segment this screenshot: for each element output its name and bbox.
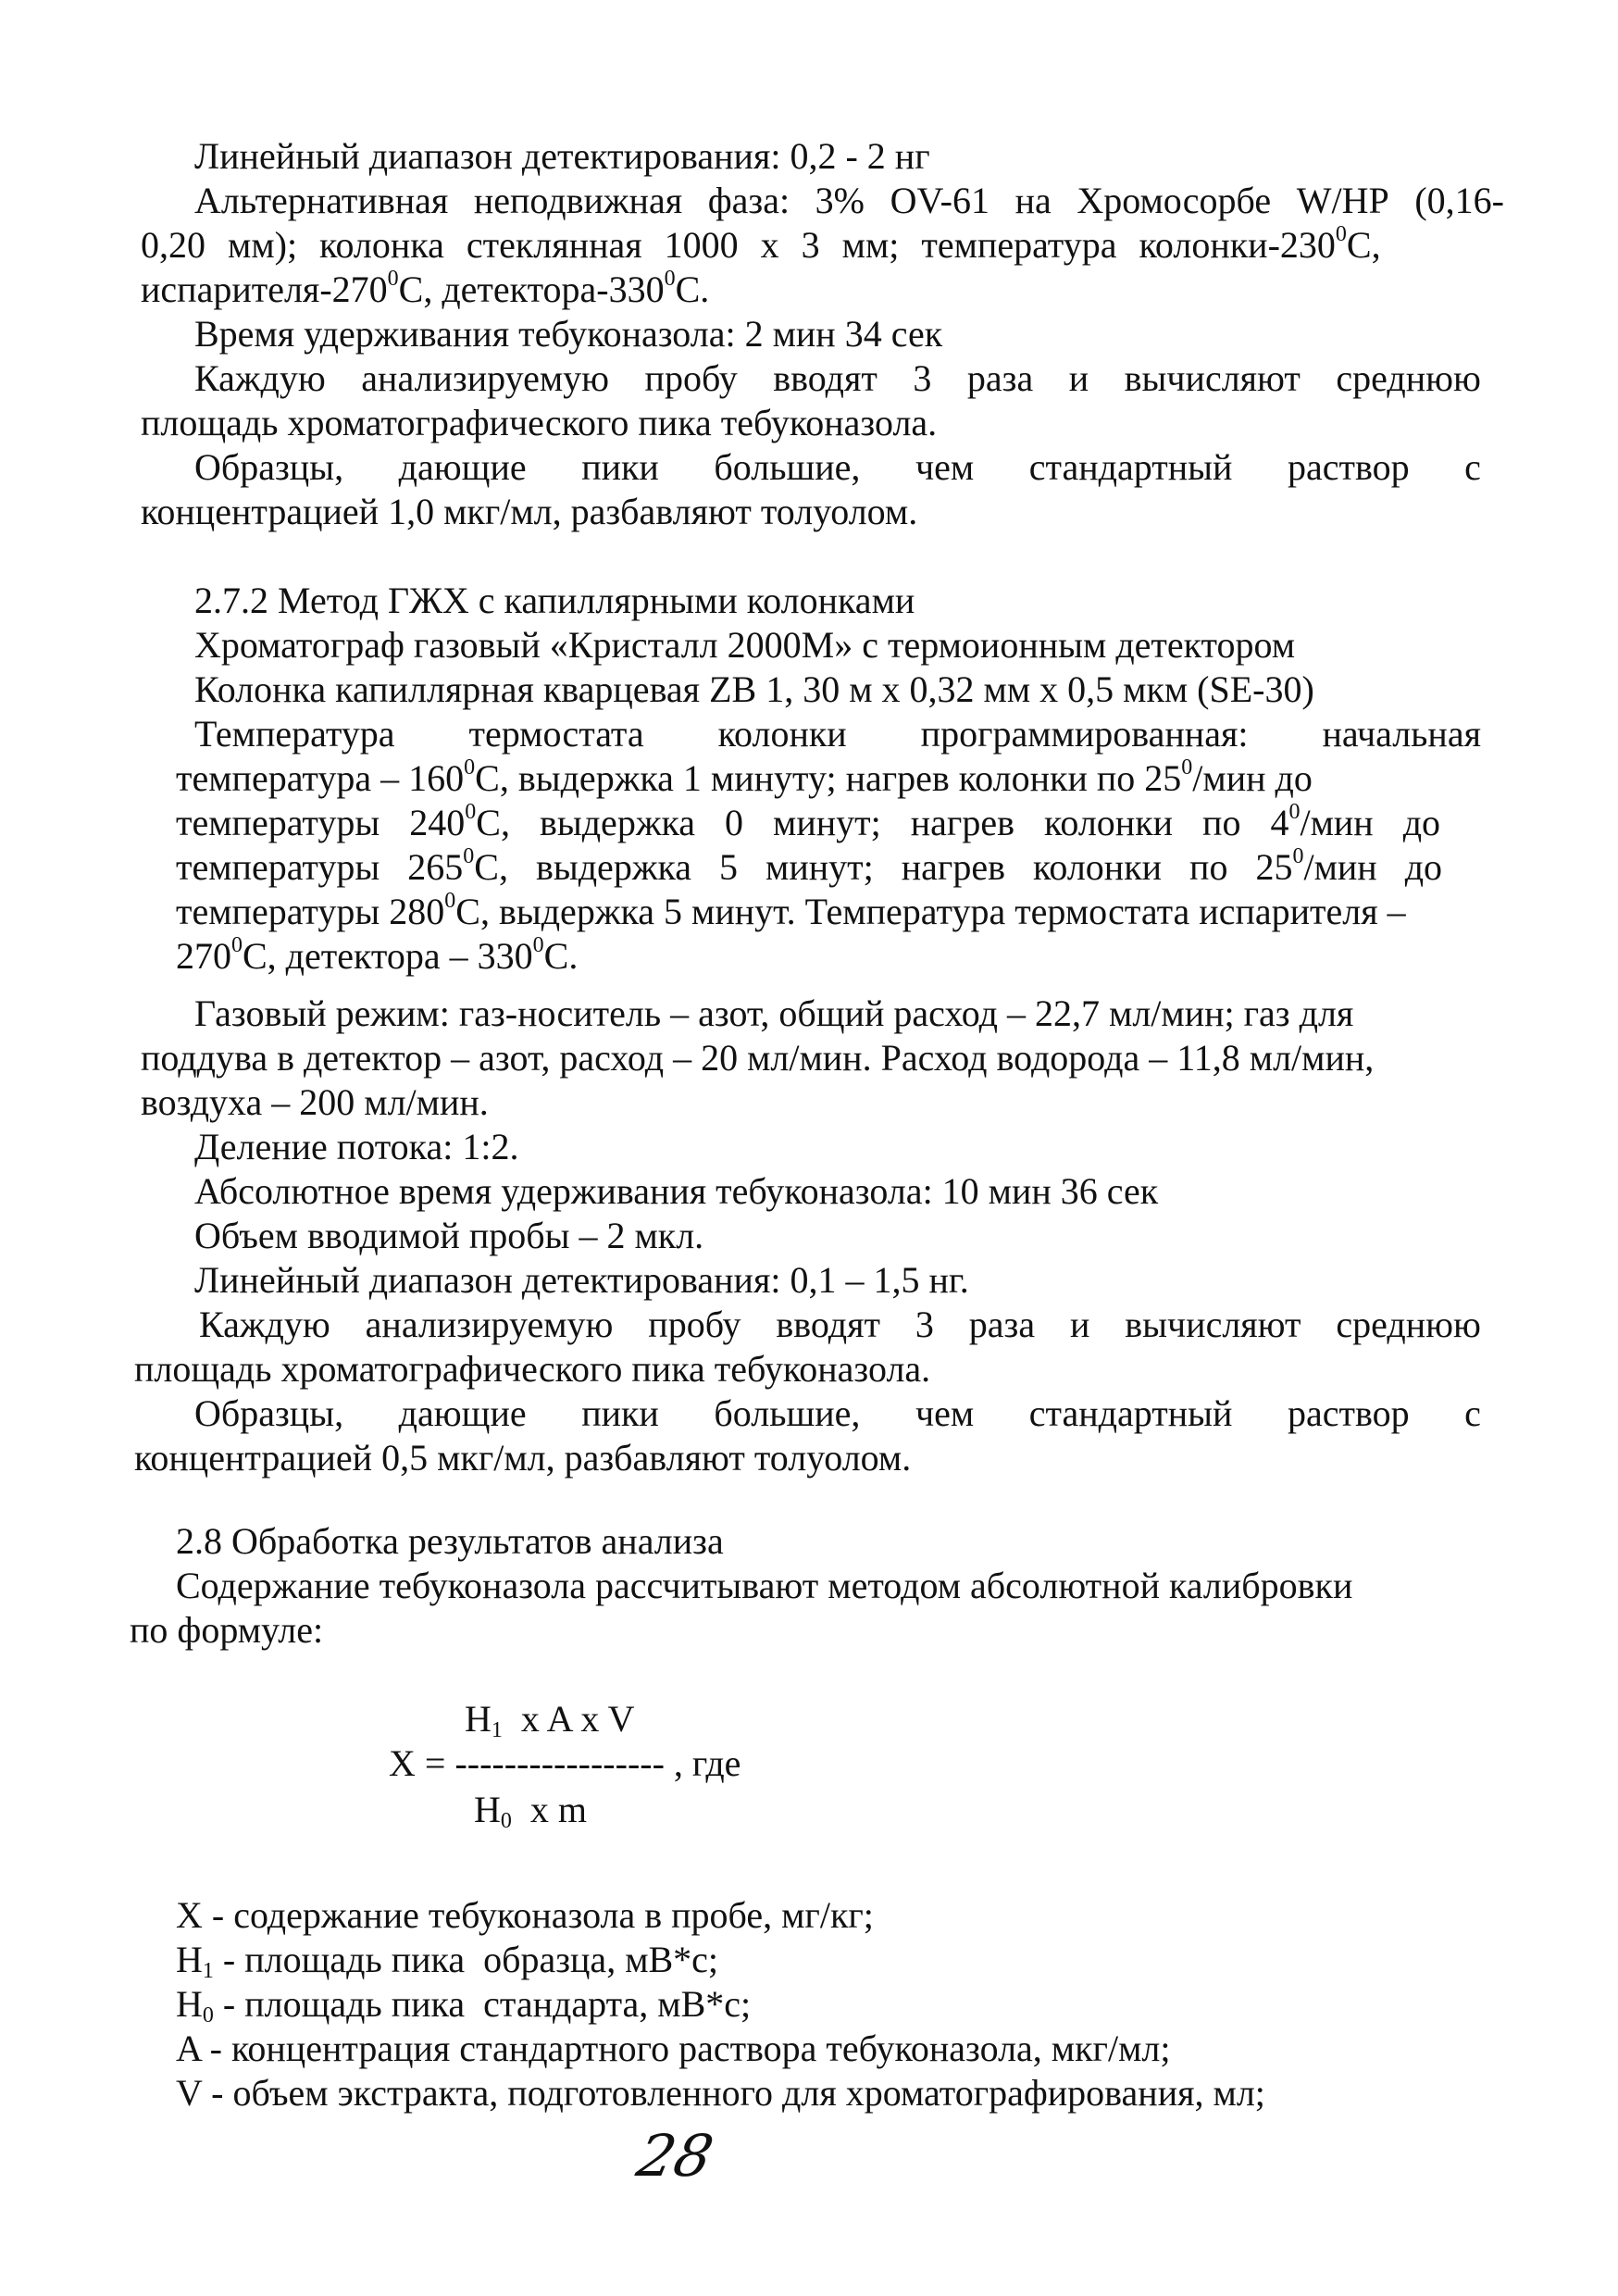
word: Хромосорбе bbox=[1077, 180, 1272, 221]
text-line: Колонка капиллярная кварцевая ZB 1, 30 м х 0,32 мм х 0,5 мкм (SE-30) bbox=[194, 668, 1314, 710]
text-line: Линейный диапазон детектирования: 0,1 – 1,5 нг. bbox=[194, 1259, 969, 1301]
text-line: 0,20 мм); колонка стеклянная 1000 х 3 мм; температура колонки-$230^0С$, bbox=[141, 222, 1381, 266]
word: Образцы, bbox=[194, 446, 344, 488]
word: чем bbox=[915, 1392, 975, 1434]
definition-line: A - концентрация стандартного раствора тебуконазола, мкг/мл; bbox=[176, 2028, 1171, 2069]
formula-denominator: $H_0$ x m bbox=[474, 1789, 588, 1833]
text-line: Абсолютное время удерживания тебуконазола: 10 мин 36 сек bbox=[194, 1170, 1159, 1212]
word: начальная bbox=[1322, 713, 1481, 755]
word: большие, bbox=[714, 1392, 861, 1434]
text-line: температуры $280^0С$, выдержка 5 минут. Температура термостата испарителя – bbox=[176, 889, 1406, 932]
word: 3 bbox=[915, 1304, 934, 1345]
word: 3 bbox=[913, 357, 932, 399]
word: Каждую bbox=[194, 357, 326, 399]
word: большие, bbox=[714, 446, 861, 488]
word: неподвижная bbox=[473, 180, 683, 221]
word: раствор bbox=[1287, 1392, 1410, 1434]
text-line-justified bbox=[199, 1303, 1481, 1347]
text-line: концентрацией 0,5 мкг/мл, разбавляют толуолом. bbox=[134, 1437, 912, 1479]
text-line: Объем вводимой пробы – 2 мкл. bbox=[194, 1215, 704, 1256]
formula-fraction-line: X = ----------------- , где bbox=[389, 1742, 741, 1784]
word: пробу bbox=[644, 357, 738, 399]
text-line: Время удерживания тебуконазола: 2 мин 34 сек bbox=[194, 313, 943, 355]
text-line: Деление потока: 1:2. bbox=[194, 1126, 519, 1167]
word: среднюю bbox=[1336, 357, 1481, 399]
word: колонки bbox=[717, 713, 847, 755]
word: Альтернативная bbox=[194, 180, 449, 221]
word: программированная: bbox=[920, 713, 1249, 755]
word: раза bbox=[968, 1304, 1036, 1345]
word: среднюю bbox=[1336, 1304, 1481, 1345]
text-line: по формуле: bbox=[130, 1609, 324, 1651]
word: Температура bbox=[194, 713, 395, 755]
word: вычисляют bbox=[1124, 357, 1301, 399]
word: термостата bbox=[468, 713, 644, 755]
word: на bbox=[1014, 180, 1052, 221]
word: стандартный bbox=[1028, 446, 1233, 488]
word: Образцы, bbox=[194, 1392, 344, 1434]
text-line: Газовый режим: газ-носитель – азот, общий расход – 22,7 мл/мин; газ для bbox=[194, 992, 1354, 1034]
definition-line: V - объем экстракта, подготовленного для хроматографирования, мл; bbox=[176, 2072, 1265, 2114]
text-line: концентрацией 1,0 мкг/мл, разбавляют толуолом. bbox=[141, 491, 918, 532]
word: Каждую bbox=[199, 1304, 330, 1345]
word: W/HP bbox=[1296, 180, 1389, 221]
text-line-justified bbox=[194, 179, 1504, 223]
word: вводят bbox=[776, 1304, 880, 1345]
word: фаза: bbox=[707, 180, 790, 221]
text-line-justified bbox=[194, 712, 1481, 756]
section-heading: 2.8 Обработка результатов анализа bbox=[176, 1520, 724, 1562]
text-line: Содержание тебуконазола рассчитывают методом абсолютной калибровки bbox=[176, 1565, 1353, 1606]
text-line: Хроматограф газовый «Кристалл 2000М» с термоионным детектором bbox=[194, 624, 1296, 666]
word: с bbox=[1464, 446, 1481, 488]
word: пробу bbox=[648, 1304, 741, 1345]
section-heading: 2.7.2 Метод ГЖХ с капиллярными колонками bbox=[194, 580, 915, 621]
word: OV-61 bbox=[890, 180, 989, 221]
word: вычисляют bbox=[1125, 1304, 1301, 1345]
word: пики bbox=[581, 446, 659, 488]
text-line: температуры $265^0С$, выдержка 5 минут; нагрев колонки по $25^0$/мин до bbox=[176, 844, 1443, 888]
definition-line: $H_1$ - площадь пика образца, мВ*с; bbox=[176, 1939, 719, 1983]
word: анализируемую bbox=[361, 357, 610, 399]
word: 3% bbox=[815, 180, 865, 221]
word: раствор bbox=[1287, 446, 1410, 488]
word: и bbox=[1068, 357, 1089, 399]
text-line: испарителя-$270^0С$, детектора-$330^0С$. bbox=[141, 267, 710, 310]
text-line-justified bbox=[194, 356, 1481, 401]
word: и bbox=[1069, 1304, 1090, 1345]
text-line: площадь хроматографического пика тебуконазола. bbox=[141, 402, 938, 443]
text-line: Линейный диапазон детектирования: 0,2 - 2 нг bbox=[194, 135, 930, 177]
word: анализируемую bbox=[365, 1304, 614, 1345]
word: стандартный bbox=[1028, 1392, 1233, 1434]
word: дающие bbox=[398, 1392, 527, 1434]
word: (0,16- bbox=[1414, 180, 1504, 221]
text-line-justified bbox=[194, 1391, 1481, 1436]
text-line-justified bbox=[194, 445, 1481, 490]
text-line: поддува в детектор – азот, расход – 20 мл/мин. Расход водорода – 11,8 мл/мин, bbox=[141, 1037, 1375, 1079]
text-line: площадь хроматографического пика тебуконазола. bbox=[134, 1348, 931, 1390]
text-line: $270^0С$, детектора – $330^0С$. bbox=[176, 933, 579, 977]
word: дающие bbox=[398, 446, 527, 488]
definition-line: X - содержание тебуконазола в пробе, мг/кг; bbox=[176, 1894, 874, 1936]
word: с bbox=[1464, 1392, 1481, 1434]
formula-numerator: $H_1$ x A x V bbox=[465, 1698, 635, 1742]
text-line: воздуха – 200 мл/мин. bbox=[141, 1081, 489, 1123]
word: пики bbox=[581, 1392, 659, 1434]
word: вводят bbox=[773, 357, 877, 399]
text-line: температура – $160^0С$, выдержка 1 минуту; нагрев колонки по $25^0$/мин до bbox=[176, 755, 1313, 799]
handwritten-page-number: 28 bbox=[631, 2122, 719, 2190]
definition-line: $H_0$ - площадь пика стандарта, мВ*с; bbox=[176, 1983, 752, 2028]
text-line: температуры $240^0С$, выдержка 0 минут; нагрев колонки по $4^0$/мин до bbox=[176, 800, 1441, 843]
word: чем bbox=[915, 446, 975, 488]
word: раза bbox=[966, 357, 1034, 399]
